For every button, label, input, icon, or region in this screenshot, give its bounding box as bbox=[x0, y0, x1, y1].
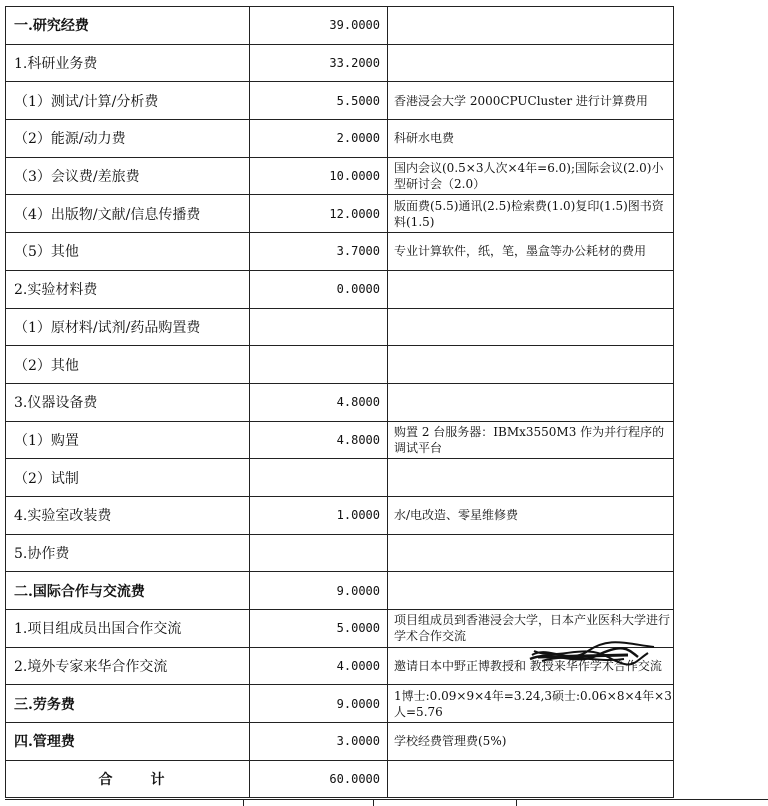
item-cell: （2）其他 bbox=[6, 346, 250, 384]
amount-cell: 9.0000 bbox=[250, 572, 388, 610]
note-cell: 购置 2 台服务器：IBMx3550M3 作为并行程序的调试平台 bbox=[388, 421, 674, 459]
note-cell bbox=[388, 308, 674, 346]
note-cell bbox=[388, 760, 674, 798]
item-cell: 2.境外专家来华合作交流 bbox=[6, 647, 250, 685]
table-row bbox=[6, 534, 674, 572]
table-row bbox=[6, 346, 674, 384]
amount-cell: 3.0000 bbox=[250, 723, 388, 761]
total-amount: 60.0000 bbox=[250, 760, 388, 798]
note-cell: 香港浸会大学 2000CPUCluster 进行计算费用 bbox=[388, 82, 674, 120]
total-label: 合计 bbox=[6, 760, 250, 798]
amount-cell: 4.8000 bbox=[250, 421, 388, 459]
table-row bbox=[6, 610, 674, 648]
table-row bbox=[6, 195, 674, 233]
item-cell: 1.项目组成员出国合作交流 bbox=[6, 610, 250, 648]
table-row bbox=[6, 308, 674, 346]
amount-cell: 3.7000 bbox=[250, 233, 388, 271]
item-cell: （1）购置 bbox=[6, 421, 250, 459]
table-row bbox=[6, 44, 674, 82]
item-cell: 四.管理费 bbox=[6, 723, 250, 761]
item-cell: 5.协作费 bbox=[6, 534, 250, 572]
table-row bbox=[6, 572, 674, 610]
amount-cell: 5.0000 bbox=[250, 610, 388, 648]
amount-cell: 12.0000 bbox=[250, 195, 388, 233]
note-cell bbox=[388, 459, 674, 497]
item-cell: （3）会议费/差旅费 bbox=[6, 157, 250, 195]
table-row bbox=[6, 723, 674, 761]
amount-cell: 5.5000 bbox=[250, 82, 388, 120]
table-row bbox=[6, 157, 674, 195]
table-row bbox=[6, 82, 674, 120]
item-cell: （5）其他 bbox=[6, 233, 250, 271]
note-cell bbox=[388, 534, 674, 572]
table-row bbox=[6, 383, 674, 421]
table-row bbox=[6, 233, 674, 271]
table-row bbox=[6, 459, 674, 497]
amount-cell: 4.8000 bbox=[250, 383, 388, 421]
bottom-grid-tick bbox=[516, 799, 517, 806]
note-cell: 版面费(5.5)通讯(2.5)检索费(1.0)复印(1.5)图书资料(1.5) bbox=[388, 195, 674, 233]
bottom-grid-tick bbox=[243, 799, 244, 806]
item-cell: 3.仪器设备费 bbox=[6, 383, 250, 421]
table-row bbox=[6, 421, 674, 459]
note-cell bbox=[388, 383, 674, 421]
table-row bbox=[6, 270, 674, 308]
item-cell: 三.劳务费 bbox=[6, 685, 250, 723]
note-cell bbox=[388, 270, 674, 308]
note-cell: 科研水电费 bbox=[388, 120, 674, 158]
amount-cell bbox=[250, 534, 388, 572]
note-cell: 专业计算软件，纸，笔，墨盒等办公耗材的费用 bbox=[388, 233, 674, 271]
item-cell: 4.实验室改装费 bbox=[6, 496, 250, 534]
table-row bbox=[6, 120, 674, 158]
amount-cell: 33.2000 bbox=[250, 44, 388, 82]
amount-cell: 9.0000 bbox=[250, 685, 388, 723]
item-cell: 一.研究经费 bbox=[6, 7, 250, 45]
bottom-grid-line bbox=[5, 799, 768, 800]
note-cell: 项目组成员到香港浸会大学，日本产业医科大学进行学术合作交流 bbox=[388, 610, 674, 648]
note-cell bbox=[388, 346, 674, 384]
table-row bbox=[6, 496, 674, 534]
amount-cell: 2.0000 bbox=[250, 120, 388, 158]
note-cell bbox=[388, 7, 674, 45]
note-cell bbox=[388, 572, 674, 610]
note-cell: 学校经费管理费(5%) bbox=[388, 723, 674, 761]
item-cell: （2）试制 bbox=[6, 459, 250, 497]
table-row bbox=[6, 7, 674, 45]
table-row bbox=[6, 685, 674, 723]
note-cell: 国内会议(0.5×3人次×4年=6.0);国际会议(2.0)小型研讨会（2.0） bbox=[388, 157, 674, 195]
note-cell: 邀请日本中野正博教授和 教授来华作学术合作交流 bbox=[388, 647, 674, 685]
item-cell: 二.国际合作与交流费 bbox=[6, 572, 250, 610]
note-cell bbox=[388, 44, 674, 82]
item-cell: 2.实验材料费 bbox=[6, 270, 250, 308]
item-cell: （1）原材料/试剂/药品购置费 bbox=[6, 308, 250, 346]
amount-cell: 4.0000 bbox=[250, 647, 388, 685]
table-row bbox=[6, 647, 674, 685]
item-cell: （1）测试/计算/分析费 bbox=[6, 82, 250, 120]
amount-cell: 1.0000 bbox=[250, 496, 388, 534]
total-row bbox=[6, 760, 674, 798]
item-cell: （2）能源/动力费 bbox=[6, 120, 250, 158]
amount-cell: 0.0000 bbox=[250, 270, 388, 308]
amount-cell bbox=[250, 308, 388, 346]
bottom-grid-tick bbox=[373, 799, 374, 806]
amount-cell: 39.0000 bbox=[250, 7, 388, 45]
item-cell: 1.科研业务费 bbox=[6, 44, 250, 82]
note-cell: 水/电改造、零星维修费 bbox=[388, 496, 674, 534]
amount-cell: 10.0000 bbox=[250, 157, 388, 195]
budget-table bbox=[5, 6, 674, 798]
amount-cell bbox=[250, 346, 388, 384]
amount-cell bbox=[250, 459, 388, 497]
note-cell: 1博士:0.09×9×4年=3.24,3硕士:0.06×8×4年×3人=5.76 bbox=[388, 685, 674, 723]
item-cell: （4）出版物/文献/信息传播费 bbox=[6, 195, 250, 233]
